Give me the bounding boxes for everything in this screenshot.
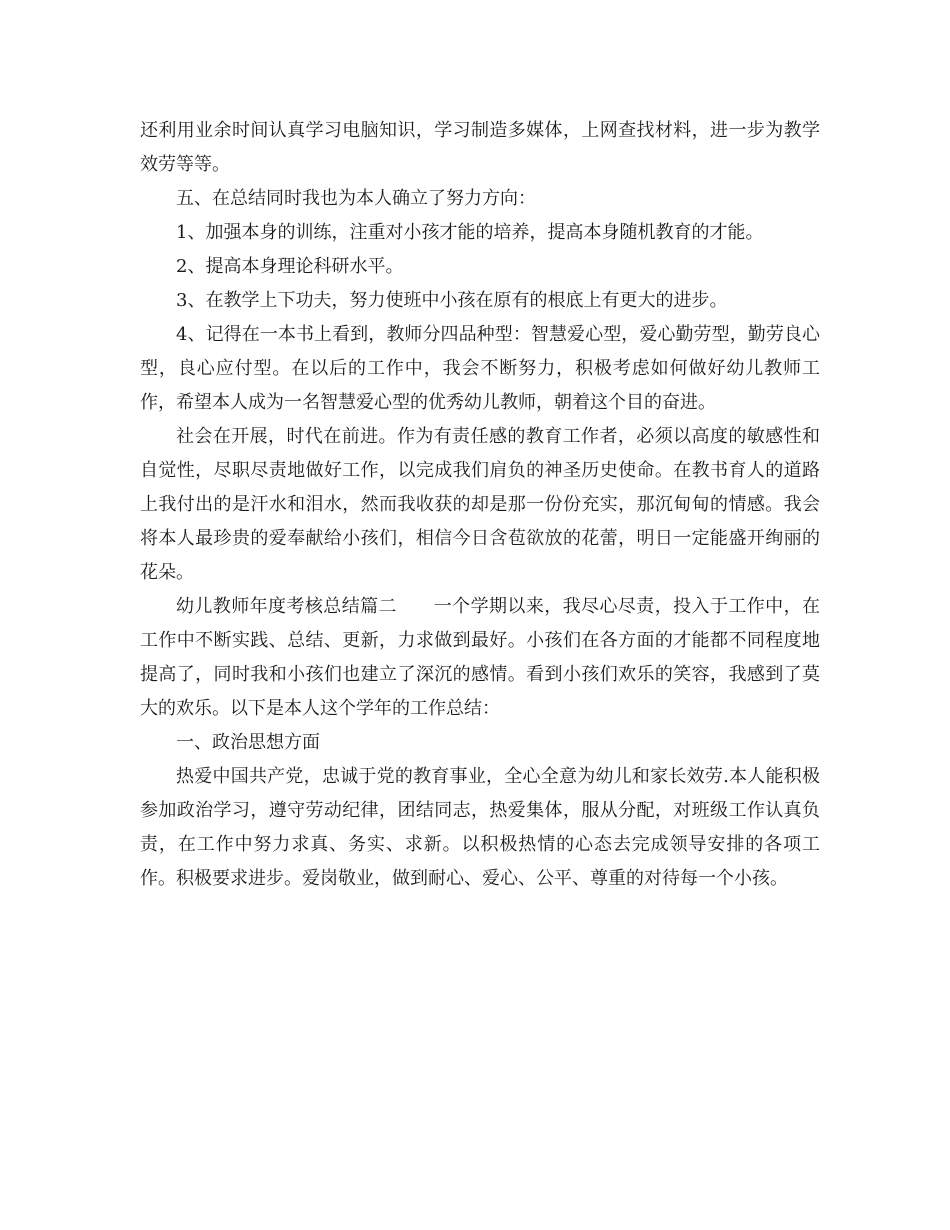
paragraph-society: 社会在开展，时代在前进。作为有责任感的教育工作者，必须以高度的敏感性和自觉性，尽职尽责地做好工作，以完成我们肩负的神圣历史使命。在教书育人的道路上我付出的是汗水和泪水，然而我收获的却是那一份份充实，那沉甸甸的情感。我会将本人最珍贵的爱奉献给小孩们，相信今日含苞欲放的花蕾，明日一定能盛开绚丽的花朵。: [140, 426, 820, 583]
document-page: [140, 114, 820, 896]
list-item-2: 2、提高本身理论科研水平。: [176, 256, 404, 277]
heading-political-thought: 一、政治思想方面: [176, 732, 320, 753]
heading-effort-direction: 五、在总结同时我也为本人确立了努力方向：: [176, 188, 536, 209]
list-item-3: 3、在教学上下功夫，努力使班中小孩在原有的根底上有更大的进步。: [176, 290, 728, 311]
list-item-1: 1、加强本身的训练，注重对小孩才能的培养，提高本身随机教育的才能。: [176, 222, 764, 243]
list-item-4: 4、记得在一本书上看到，教师分四品种型：智慧爱心型，爱心勤劳型，勤劳良心型，良心应付型。在以后的工作中，我会不断努力，积极考虑如何做好幼儿教师工作，希望本人成为一名智慧爱心型的优秀幼儿教师，朝着这个目的奋进。: [140, 324, 820, 413]
paragraph-political-thought: 热爱中国共产党，忠诚于党的教育事业，全心全意为幼儿和家长效劳.本人能积极参加政治学习，遵守劳动纪律，团结同志，热爱集体，服从分配，对班级工作认真负责，在工作中努力求真、务实、求新。以积极热情的心态去完成领导安排的各项工作。积极要求进步。爱岗敬业，做到耐心、爱心、公平、尊重的对待每一个小孩。: [140, 766, 820, 889]
paragraph-part-two-intro: 幼儿教师年度考核总结篇二 一个学期以来，我尽心尽责，投入于工作中，在工作中不断实践、总结、更新，力求做到最好。小孩们在各方面的才能都不同程度地提高了，同时我和小孩们也建立了深沉的感情。看到小孩们欢乐的笑容，我感到了莫大的欢乐。以下是本人这个学年的工作总结：: [140, 596, 820, 719]
paragraph-continuation: 还利用业余时间认真学习电脑知识，学习制造多媒体，上网查找材料，进一步为教学效劳等等。: [140, 120, 820, 175]
